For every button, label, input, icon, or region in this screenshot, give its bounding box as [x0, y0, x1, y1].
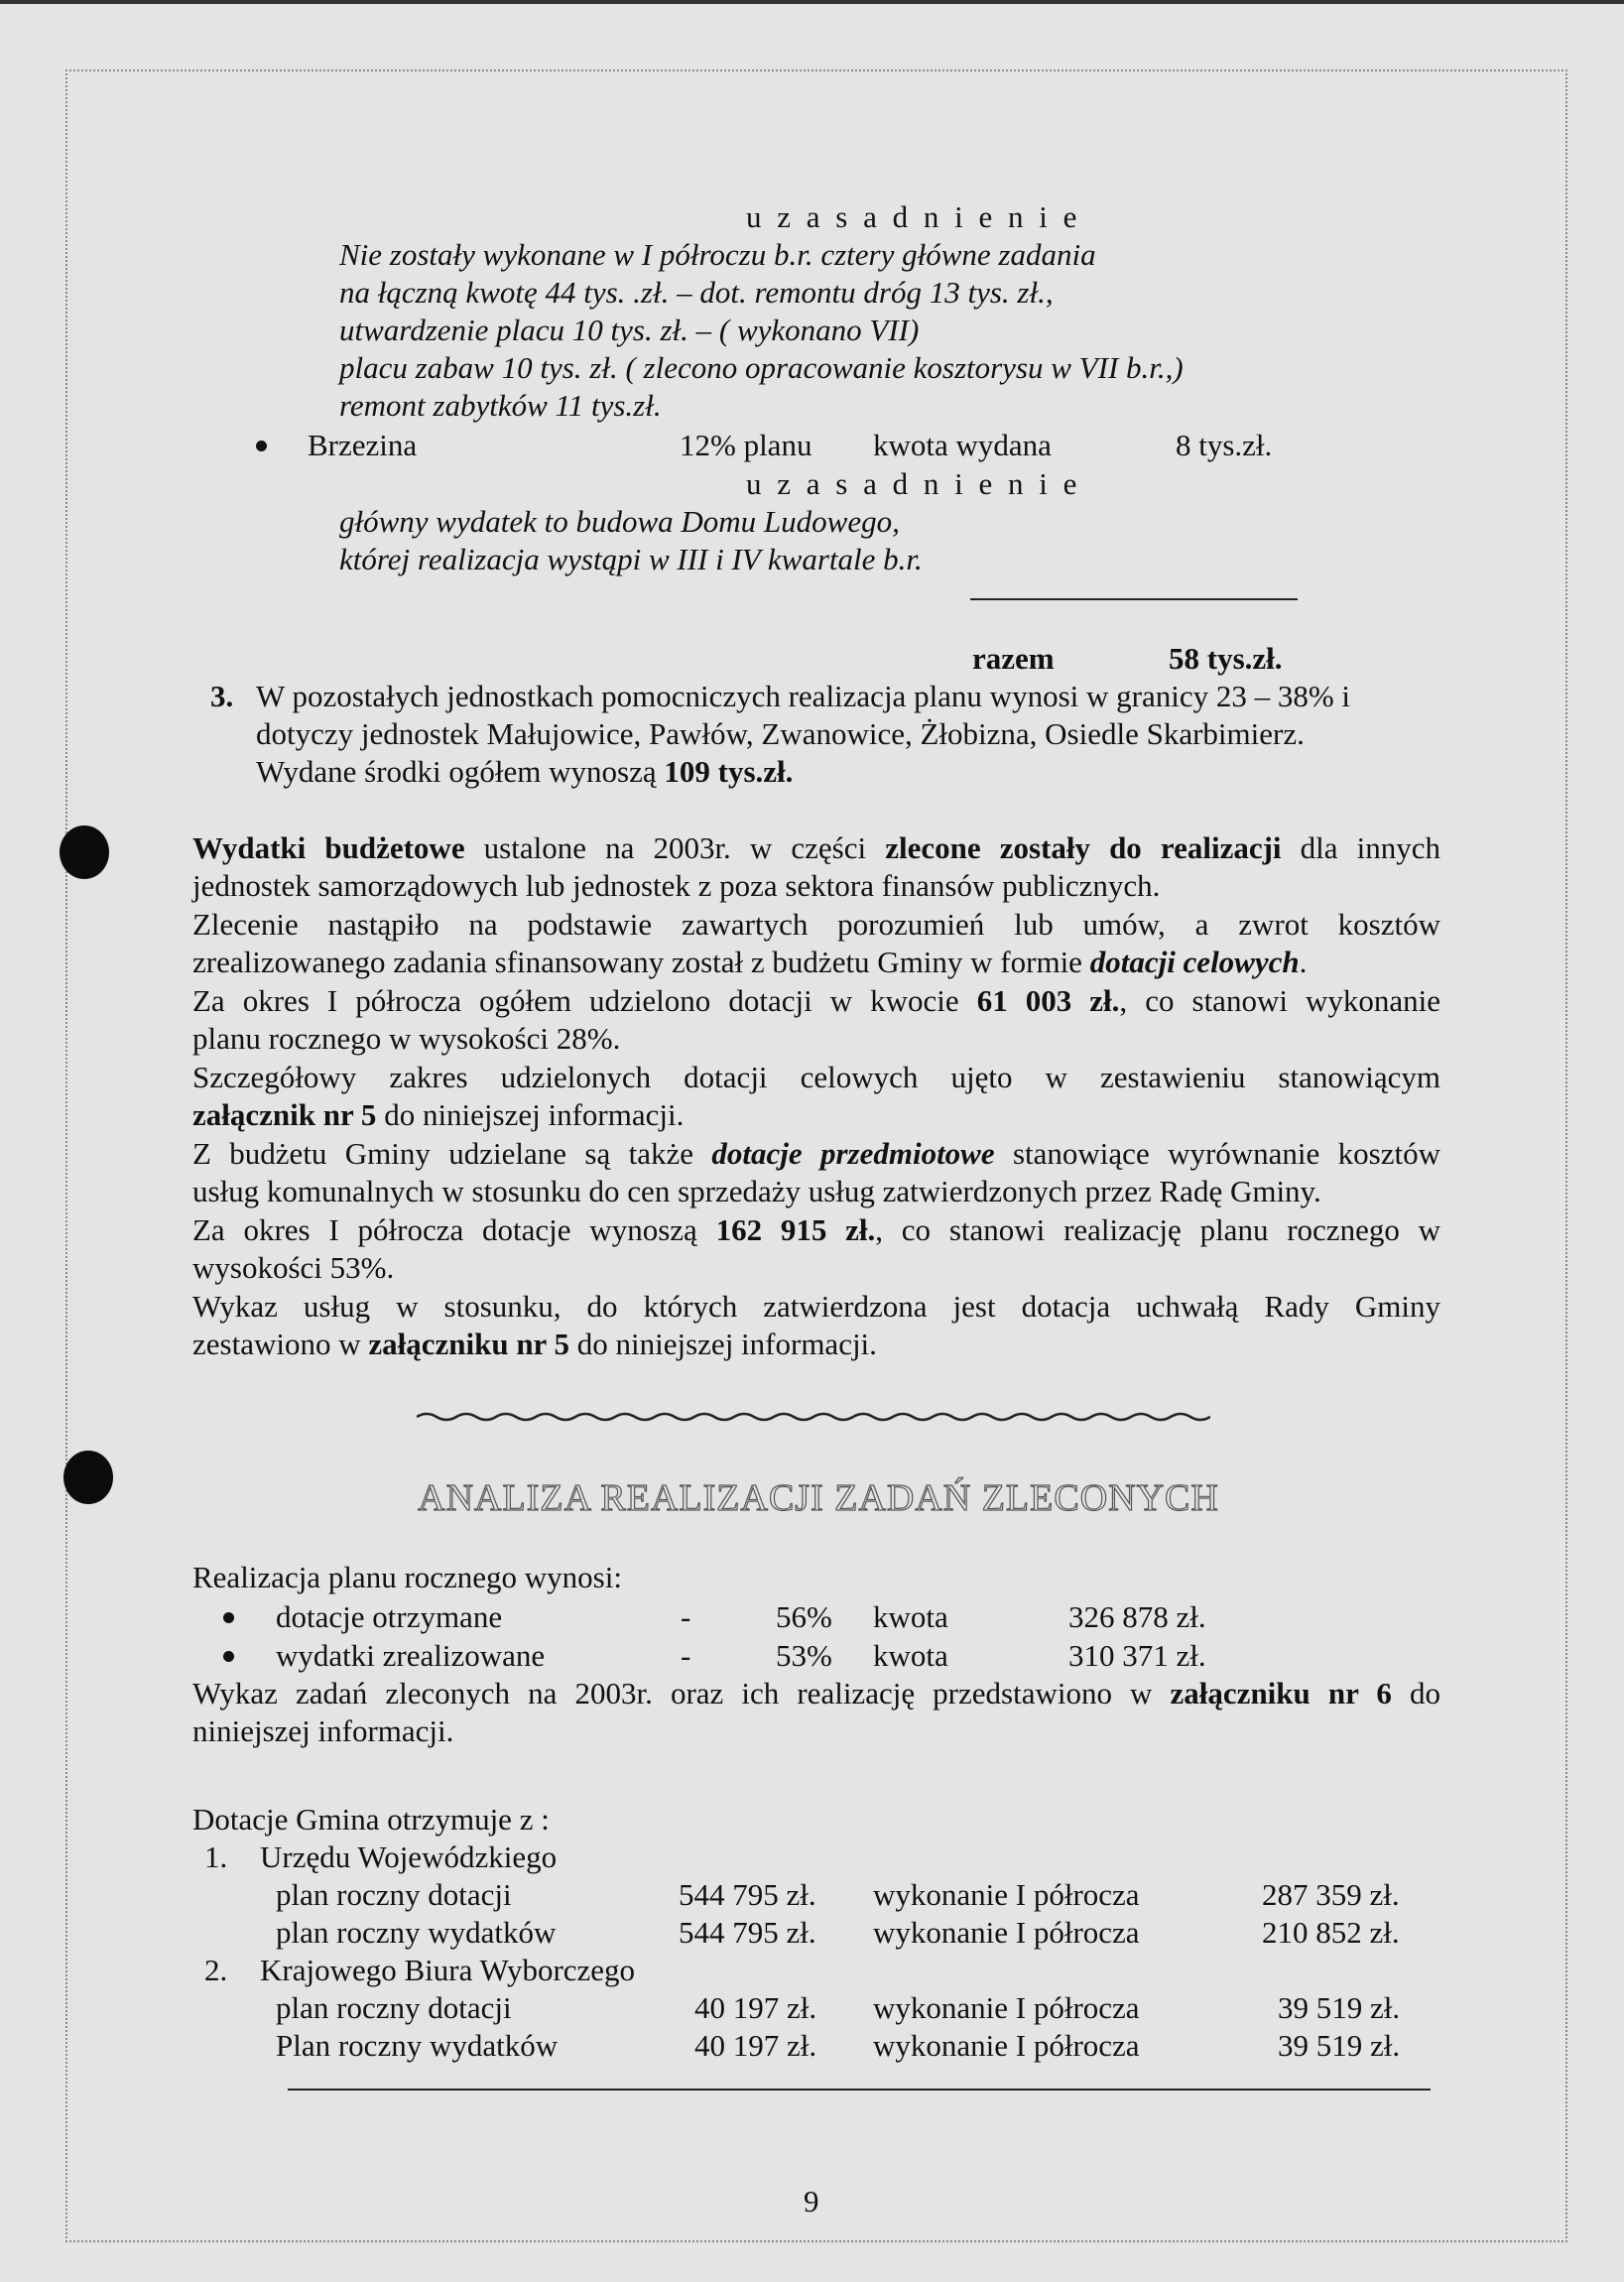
grant-row-plan: 544 795 zł. [679, 1915, 816, 1950]
analysis-row-kwota: kwota [873, 1638, 948, 1673]
unit-name: Brzezina [308, 428, 418, 462]
point-line: W pozostałych jednostkach pomocniczych realizacja planu wynosi w granicy 23 – 38% i [256, 679, 1351, 713]
source-number: 2. [204, 1953, 228, 1987]
paragraph-line: wysokości 53%. [192, 1250, 395, 1285]
paragraph-line: jednostek samorządowych lub jednostek z poza sektora finansów publicznych. [192, 868, 1161, 903]
sum-rule [970, 598, 1298, 600]
paragraph-line: Wydatki budżetowe ustalone na 2003r. w części zlecone zostały do realizacji dla innych [192, 830, 1441, 865]
grant-row-plan: 40 197 zł. [694, 1990, 817, 2025]
unit-amount: 8 tys.zł. [1176, 428, 1273, 462]
analysis-row-amount: 310 371 zł. [1068, 1638, 1206, 1673]
paragraph-line: załącznik nr 5 do niniejszej informacji. [192, 1097, 685, 1132]
grant-row-plan: 544 795 zł. [679, 1877, 816, 1912]
paragraph-line: Zlecenie nastąpiło na podstawie zawartych porozumień lub umów, a zwrot kosztów [192, 907, 1440, 942]
frame-top [69, 69, 1567, 71]
paragraph-line: Wykaz usług w stosunku, do których zatwierdzona jest dotacja uchwałą Rady Gminy [192, 1289, 1440, 1324]
wave-divider [417, 1409, 1210, 1423]
grant-row-amount: 39 519 zł. [1278, 1990, 1401, 2025]
point-line: dotyczy jednostek Małujowice, Pawłów, Zwanowice, Żłobizna, Osiedle Skarbimierz. [256, 716, 1305, 751]
grant-row-execution: wykonanie I półrocza [873, 1877, 1140, 1912]
grant-row-amount: 210 852 zł. [1262, 1915, 1400, 1950]
paragraph-line: Wykaz zadań zleconych na 2003r. oraz ich realizację przedstawiono w załączniku nr 6 do [192, 1676, 1441, 1711]
grant-row-label: plan roczny dotacji [276, 1877, 512, 1912]
paragraph-line: Za okres I półrocza dotacje wynoszą 162 915 zł., co stanowi realizację planu rocznego w [192, 1212, 1440, 1247]
justification-line: na łączną kwotę 44 tys. .zł. – dot. remontu dróg 13 tys. zł., [339, 275, 1054, 310]
section-title: ANALIZA REALIZACJI ZADAŃ ZLECONYCH [418, 1477, 1219, 1519]
bullet-icon [223, 1612, 234, 1623]
paragraph-line: Szczegółowy zakres udzielonych dotacji celowych ujęto w zestawieniu stanowiącym [192, 1060, 1440, 1094]
paragraph-line: Za okres I półrocza ogółem udzielono dotacji w kwocie 61 003 zł., co stanowi wykonanie [192, 983, 1440, 1018]
justification-line: utwardzenie placu 10 tys. zł. – ( wykonano VII) [339, 313, 920, 347]
grant-row-label: plan roczny dotacji [276, 1990, 512, 2025]
grant-row-execution: wykonanie I półrocza [873, 2028, 1140, 2063]
grant-row-execution: wykonanie I półrocza [873, 1990, 1140, 2025]
frame-right [1565, 69, 1567, 2242]
grant-row-execution: wykonanie I półrocza [873, 1915, 1140, 1950]
page-number: 9 [804, 2184, 819, 2219]
paragraph-line: Z budżetu Gminy udzielane są także dotacje przedmiotowe stanowiące wyrównanie kosztów [192, 1136, 1440, 1171]
source-name: Urzędu Wojewódzkiego [260, 1839, 558, 1874]
bottom-rule [288, 2089, 1431, 2091]
analysis-row-percent: 53% [776, 1638, 832, 1673]
punch-hole-top [60, 825, 109, 879]
grant-row-label: plan roczny wydatków [276, 1915, 557, 1950]
frame-bottom [69, 2240, 1567, 2242]
analysis-row-dash: - [681, 1599, 691, 1634]
grants-intro: Dotacje Gmina otrzymuje z : [192, 1802, 550, 1837]
analysis-row-dash: - [681, 1638, 691, 1673]
unit-percent: 12% planu [680, 428, 812, 462]
analysis-row-percent: 56% [776, 1599, 832, 1634]
justification-line: placu zabaw 10 tys. zł. ( zlecono opracowanie kosztorysu w VII b.r.,) [339, 350, 1184, 385]
scan-top-edge [0, 0, 1624, 4]
total-amount: 58 tys.zł. [1169, 641, 1283, 676]
point-number: 3. [210, 679, 234, 713]
justification-line: główny wydatek to budowa Domu Ludowego, [339, 504, 900, 539]
paragraph-line: zestawiono w załączniku nr 5 do niniejszej informacji. [192, 1327, 877, 1361]
frame-left [65, 69, 67, 2242]
paragraph-line: planu rocznego w wysokości 28%. [192, 1021, 621, 1056]
unit-amount-label: kwota wydana [873, 428, 1052, 462]
analysis-intro: Realizacja planu rocznego wynosi: [192, 1560, 622, 1594]
paragraph-line: niniejszej informacji. [192, 1713, 454, 1748]
analysis-row-label: wydatki zrealizowane [276, 1638, 546, 1673]
point-line-total: Wydane środki ogółem wynoszą 109 tys.zł. [256, 754, 794, 789]
source-number: 1. [204, 1839, 228, 1874]
grant-row-label: Plan roczny wydatków [276, 2028, 559, 2063]
punch-hole-bottom [63, 1451, 113, 1504]
justification-heading-1: u z a s a d n i e n i e [746, 199, 1081, 234]
justification-line: remont zabytków 11 tys.zł. [339, 388, 662, 423]
grant-row-amount: 39 519 zł. [1278, 2028, 1401, 2063]
paragraph-line: zrealizowanego zadania sfinansowany został z budżetu Gminy w formie dotacji celowych. [192, 945, 1308, 979]
source-name: Krajowego Biura Wyborczego [260, 1953, 636, 1987]
justification-line: Nie zostały wykonane w I półroczu b.r. cztery główne zadania [339, 237, 1096, 272]
bullet-icon [256, 441, 267, 451]
justification-line: której realizacja wystąpi w III i IV kwartale b.r. [339, 542, 923, 576]
analysis-row-kwota: kwota [873, 1599, 948, 1634]
grant-row-amount: 287 359 zł. [1262, 1877, 1400, 1912]
grant-row-plan: 40 197 zł. [694, 2028, 817, 2063]
total-label: razem [972, 641, 1055, 676]
analysis-row-label: dotacje otrzymane [276, 1599, 503, 1634]
analysis-row-amount: 326 878 zł. [1068, 1599, 1206, 1634]
justification-heading-2: u z a s a d n i e n i e [746, 466, 1081, 501]
paragraph-line: usług komunalnych w stosunku do cen sprzedaży usług zatwierdzonych przez Radę Gminy. [192, 1174, 1321, 1208]
bullet-icon [223, 1651, 234, 1662]
